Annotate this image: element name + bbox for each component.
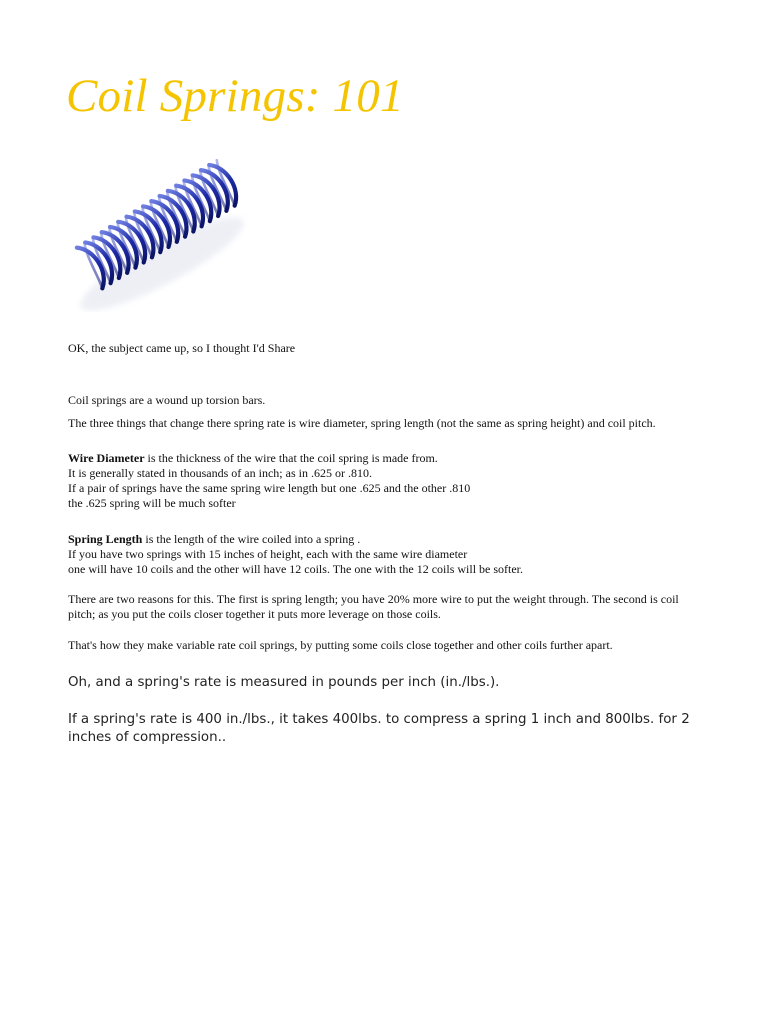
coil-spring-image xyxy=(62,132,258,312)
torsion-text: Coil springs are a wound up torsion bars. xyxy=(68,393,266,407)
wire-diameter-line1: is the thickness of the wire that the coil spring is made from. xyxy=(144,451,438,465)
wire-diameter-line3: If a pair of springs have the same spring wire length but one .625 and the other .810 xyxy=(68,481,471,495)
reasons-text: There are two reasons for this. The first is spring length; you have 20% more wire to put the weight through. The second is coil pitch; as you put the coils closer together it puts more leverage on those coils. xyxy=(68,592,679,621)
wire-diameter-term: Wire Diameter xyxy=(68,451,145,465)
spring-length-line1: is the length of the wire coiled into a spring . xyxy=(142,532,361,546)
spring-length-term: Spring Length xyxy=(68,532,143,546)
spring-length-line2: If you have two springs with 15 inches of height, each with the same wire diameter xyxy=(68,547,468,561)
three-things-text: The three things that change there spring rate is wire diameter, spring length (not the same as spring height) and coil pitch. xyxy=(68,416,656,430)
wire-diameter-line2: It is generally stated in thousands of an inch; as in .625 or .810. xyxy=(68,466,372,480)
intro-text: OK, the subject came up, so I thought I'd Share xyxy=(68,341,296,355)
page-title: Coil Springs: 101 xyxy=(66,70,404,122)
rate-example-text: If a spring's rate is 400 in./lbs., it takes 400lbs. to compress a spring 1 inch and 800lbs. for 2 inches of compression.. xyxy=(68,712,690,745)
variable-rate-text: That's how they make variable rate coil springs, by putting some coils close together and other coils further apart. xyxy=(68,638,613,652)
spring-length-line3: one will have 10 coils and the other will have 12 coils. The one with the 12 coils will be softer. xyxy=(68,562,524,576)
wire-diameter-paragraph xyxy=(68,451,470,511)
spring-length-paragraph xyxy=(68,532,523,577)
wire-diameter-line4: the .625 spring will be much softer xyxy=(68,496,236,510)
rate-measure-text: Oh, and a spring's rate is measured in pounds per inch (in./lbs.). xyxy=(68,675,500,690)
